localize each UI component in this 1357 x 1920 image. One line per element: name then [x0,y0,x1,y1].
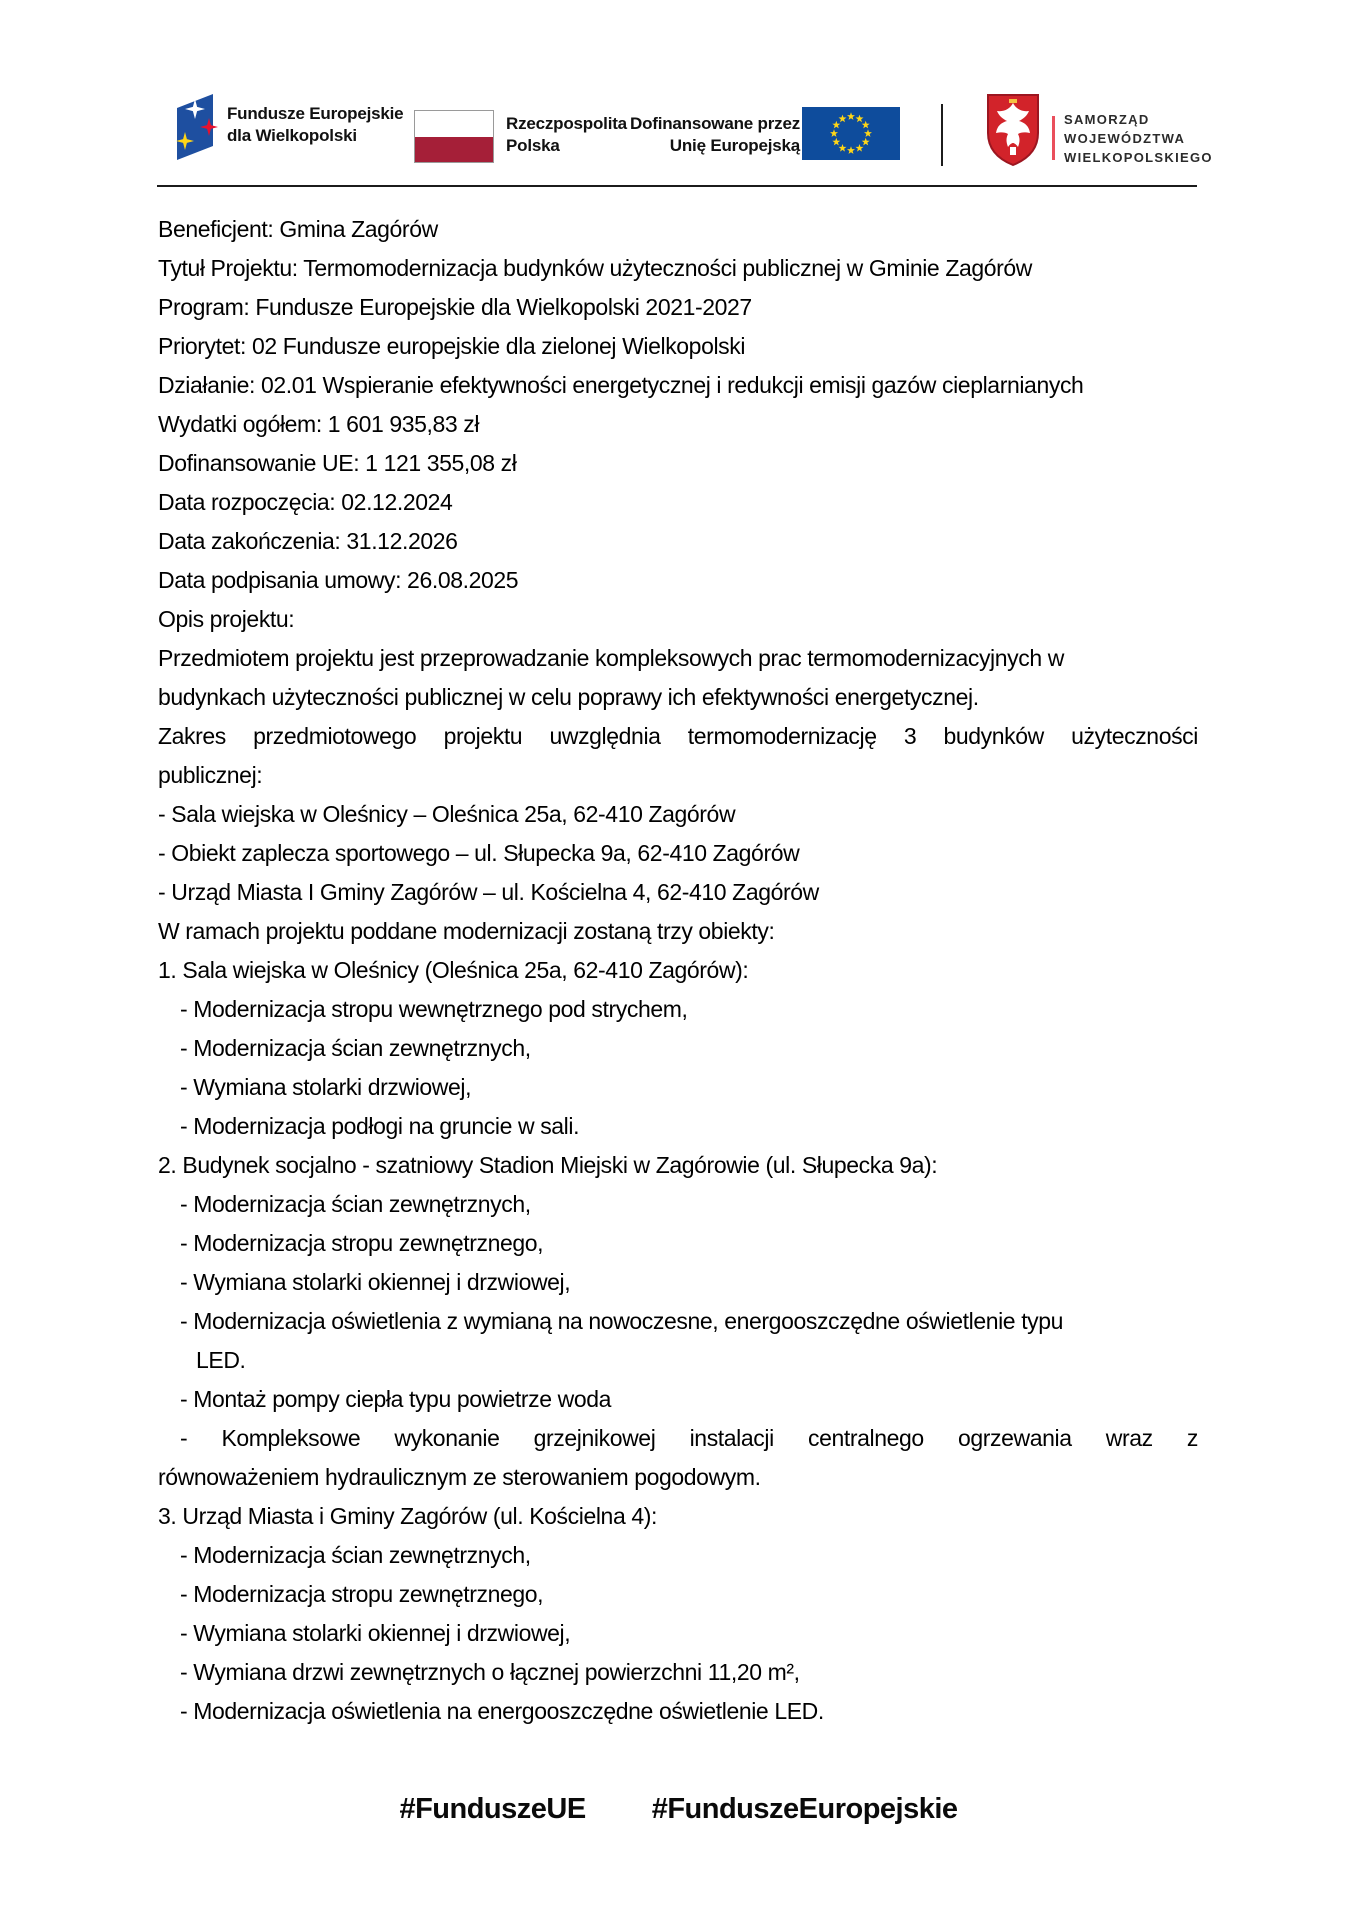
document-line: Zakres przedmiotowego projektu uwzględnia termomodernizację 3 budynków użyteczności [158,723,1198,749]
document-line: - Modernizacja stropu zewnętrznego, [180,1581,544,1607]
document-line: Priorytet: 02 Fundusze europejskie dla zielonej Wielkopolski [158,333,746,359]
document-line: - Urząd Miasta I Gminy Zagórów – ul. Kościelna 4, 62-410 Zagórów [158,879,819,905]
document-line: - Modernizacja oświetlenia na energooszczędne oświetlenie LED. [180,1698,824,1724]
document-line: Data zakończenia: 31.12.2026 [158,528,458,554]
header-divider [941,104,943,166]
document-line: równoważeniem hydraulicznym ze sterowaniem pogodowym. [158,1464,761,1490]
document-line: - Kompleksowe wykonanie grzejnikowej instalacji centralnego ogrzewania wraz z [180,1425,1198,1451]
document-line: - Wymiana stolarki okiennej i drzwiowej, [180,1269,571,1295]
wielkopolska-logo-label-line1: SAMORZĄD [1064,112,1150,127]
document-line: budynkach użyteczności publicznej w celu poprawy ich efektywności energetycznej. [158,684,979,710]
document-line: 3. Urząd Miasta i Gminy Zagórów (ul. Kościelna 4): [158,1503,657,1529]
document-line: - Modernizacja oświetlenia z wymianą na nowoczesne, energooszczędne oświetlenie typu [180,1308,1064,1334]
document-line: - Sala wiejska w Oleśnicy – Oleśnica 25a, 62-410 Zagórów [158,801,736,827]
coat-of-arms-accent-line [1052,116,1055,160]
document-line: Data podpisania umowy: 26.08.2025 [158,567,519,593]
document-line: Opis projektu: [158,606,295,632]
document-line: W ramach projektu poddane modernizacji zostaną trzy obiekty: [158,918,775,944]
document-line: - Wymiana stolarki okiennej i drzwiowej, [180,1620,571,1646]
header-logo-strip [0,0,1357,190]
document-line: 2. Budynek socjalno - szatniowy Stadion Miejski w Zagórowie (ul. Słupecka 9a): [158,1152,938,1178]
poland-logo-label-line1: Rzeczpospolita [506,114,627,133]
wielkopolska-coat-of-arms-icon [986,93,1040,167]
document-line: - Modernizacja ścian zewnętrznych, [180,1542,531,1568]
document-line: 1. Sala wiejska w Oleśnicy (Oleśnica 25a, 62-410 Zagórów): [158,957,749,983]
document-line: publicznej: [158,762,263,788]
document-line: - Montaż pompy ciepła typu powietrze woda [180,1386,612,1412]
hashtag-fundusze-europejskie: #FunduszeEuropejskie [651,1793,958,1825]
document-line: Data rozpoczęcia: 02.12.2024 [158,489,453,515]
eu-logo-label-line2: Unię Europejską [669,136,800,155]
document-line: Przedmiotem projektu jest przeprowadzanie kompleksowych prac termomodernizacyjnych w [158,645,1064,671]
document-line: Działanie: 02.01 Wspieranie efektywności energetycznej i redukcji emisji gazów cieplarnianych [158,372,1084,398]
wielkopolska-logo-label-line2: WOJEWÓDZTWA [1064,131,1186,146]
fe-logo-label-line2: dla Wielkopolski [227,126,357,145]
poland-logo-label-line2: Polska [506,136,560,155]
wielkopolska-logo-label [1064,110,1213,167]
document-line: - Modernizacja podłogi na gruncie w sali. [180,1113,580,1139]
fe-flag-icon [173,94,223,160]
document-line: Program: Fundusze Europejskie dla Wielkopolski 2021-2027 [158,294,752,320]
hashtag-fundusze-ue: #FunduszeUE [399,1793,586,1825]
poland-flag-icon [414,110,494,163]
document-line: - Wymiana stolarki drzwiowej, [180,1074,472,1100]
document-line: - Modernizacja ścian zewnętrznych, [180,1191,531,1217]
document-line: - Obiekt zaplecza sportowego – ul. Słupecka 9a, 62-410 Zagórów [158,840,800,866]
document-body [158,210,1198,1731]
poland-flag-red-stripe [415,137,493,163]
document-line: - Modernizacja stropu zewnętrznego, [180,1230,544,1256]
eu-logo-label [630,113,800,157]
document-line: Tytuł Projektu: Termomodernizacja budynków użyteczności publicznej w Gminie Zagórów [158,255,1032,281]
document-line: - Wymiana drzwi zewnętrznych o łącznej powierzchni 11,20 m², [180,1659,800,1685]
document-line: - Modernizacja ścian zewnętrznych, [180,1035,531,1061]
eu-logo-label-line1: Dofinansowane przez [630,114,801,133]
document-line: Dofinansowanie UE: 1 121 355,08 zł [158,450,517,476]
document-line: Wydatki ogółem: 1 601 935,83 zł [158,411,480,437]
document-line: Beneficjent: Gmina Zagórów [158,216,438,242]
document-line: LED. [196,1347,246,1373]
poland-logo-label [506,113,627,157]
wielkopolska-logo-label-line3: WIELKOPOLSKIEGO [1064,150,1213,165]
fe-logo-label-line1: Fundusze Europejskie [227,104,404,123]
header-rule [157,185,1197,187]
eu-flag-icon [802,107,900,160]
fe-logo-label [227,103,403,147]
document-line: - Modernizacja stropu wewnętrznego pod strychem, [180,996,688,1022]
footer-hashtags [0,1793,1357,1826]
